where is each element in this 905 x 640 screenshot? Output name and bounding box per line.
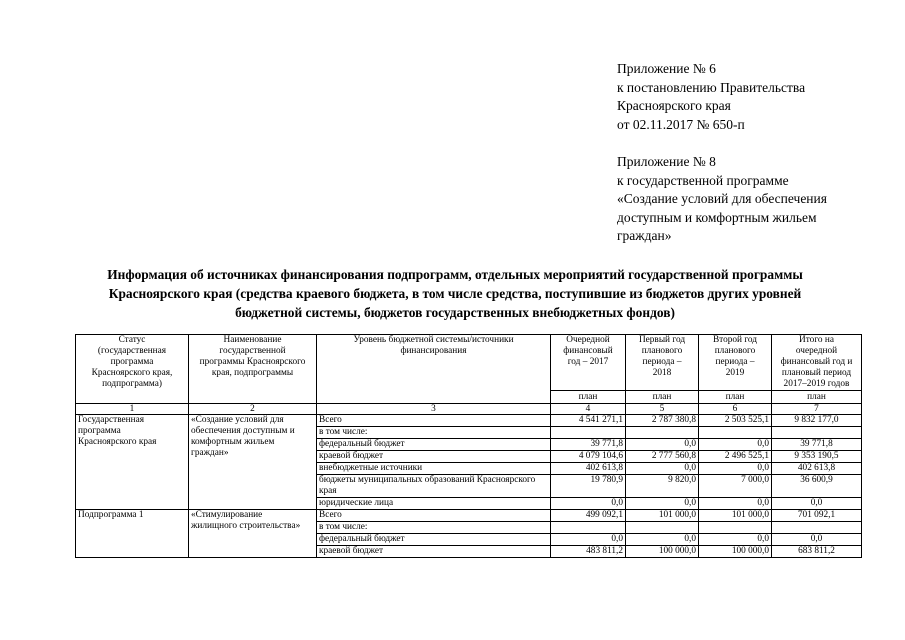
appendix-6-line: от 02.11.2017 № 650-п — [617, 116, 745, 132]
value-2018: 0,0 — [626, 498, 699, 510]
value-total — [772, 522, 862, 534]
table-row — [76, 415, 862, 427]
value-2019: 100 000,0 — [699, 546, 772, 558]
value-2018: 2 787 380,8 — [626, 415, 699, 427]
value-2019: 0,0 — [699, 498, 772, 510]
row-status: Государственная программа Красноярского края — [76, 415, 189, 510]
funding-source: внебюджетные источники — [317, 463, 551, 475]
column-number-row — [76, 404, 862, 415]
column-number: 1 — [76, 404, 189, 415]
funding-source: бюджеты муниципальных образований Красноярского края — [317, 475, 551, 498]
value-2017: 19 780,9 — [551, 475, 626, 498]
value-2017: 4 541 271,1 — [551, 415, 626, 427]
value-total: 9 832 177,0 — [772, 415, 862, 427]
value-total: 402 613,8 — [772, 463, 862, 475]
value-total: 9 353 190,5 — [772, 451, 862, 463]
appendix-6-line: Приложение № 6 — [617, 61, 716, 76]
plan-label: план — [551, 391, 626, 404]
value-2018: 0,0 — [626, 439, 699, 451]
value-2017 — [551, 427, 626, 439]
column-number: 4 — [551, 404, 626, 415]
financing-table — [75, 334, 862, 558]
value-2018: 9 820,0 — [626, 475, 699, 498]
title-line: Информация об источниках финансирования подпрограмм, отдельных мероприятий государственной программы — [107, 267, 803, 282]
header-program-name: Наименование государственной программы Красноярского края, подпрограммы — [189, 335, 317, 404]
funding-source: юридические лица — [317, 498, 551, 510]
column-number: 5 — [626, 404, 699, 415]
appendix-8-line: Приложение № 8 — [617, 154, 716, 169]
appendix-6-line: к постановлению Правительства — [617, 79, 806, 95]
value-2019: 2 503 525,1 — [699, 415, 772, 427]
value-2017: 499 092,1 — [551, 510, 626, 522]
value-total: 36 600,9 — [772, 475, 862, 498]
column-number: 2 — [189, 404, 317, 415]
value-2018: 0,0 — [626, 463, 699, 475]
value-total: 701 092,1 — [772, 510, 862, 522]
funding-source: в том числе: — [317, 522, 551, 534]
header-total: Итого на очередной финансовый год и плановый период 2017–2019 годов — [772, 335, 862, 391]
appendix-8-line: граждан» — [617, 228, 672, 244]
value-2017 — [551, 522, 626, 534]
column-number: 3 — [317, 404, 551, 415]
value-2018 — [626, 522, 699, 534]
value-2019: 101 000,0 — [699, 510, 772, 522]
value-2018: 0,0 — [626, 534, 699, 546]
funding-source: Всего — [317, 415, 551, 427]
value-2017: 0,0 — [551, 498, 626, 510]
value-total: 683 811,2 — [772, 546, 862, 558]
row-status: Подпрограмма 1 — [76, 510, 189, 558]
value-2019: 2 496 525,1 — [699, 451, 772, 463]
appendix-8-line: «Создание условий для обеспечения — [617, 191, 827, 207]
value-total: 0,0 — [772, 498, 862, 510]
value-2019: 0,0 — [699, 463, 772, 475]
value-2018: 101 000,0 — [626, 510, 699, 522]
appendix-8-line: к государственной программе — [617, 172, 789, 188]
plan-label: план — [772, 391, 862, 404]
title-line: Красноярского края (средства краевого бюджета, в том числе средства, поступившие из бюджетов других уровней — [108, 285, 802, 301]
header-2017: Очередной финансовый год – 2017 — [551, 335, 626, 391]
value-2017: 39 771,8 — [551, 439, 626, 451]
value-2019: 0,0 — [699, 534, 772, 546]
funding-source: Всего — [317, 510, 551, 522]
value-total — [772, 427, 862, 439]
header-2019: Второй год планового периода – 2019 — [699, 335, 772, 391]
funding-source: краевой бюджет — [317, 451, 551, 463]
header-funding-level: Уровень бюджетной системы/источники финансирования — [317, 335, 551, 404]
value-total: 0,0 — [772, 534, 862, 546]
plan-label: план — [699, 391, 772, 404]
funding-source: федеральный бюджет — [317, 439, 551, 451]
value-2019 — [699, 522, 772, 534]
value-total: 39 771,8 — [772, 439, 862, 451]
funding-source: федеральный бюджет — [317, 534, 551, 546]
value-2019 — [699, 427, 772, 439]
value-2018: 2 777 560,8 — [626, 451, 699, 463]
funding-source: краевой бюджет — [317, 546, 551, 558]
header-row — [76, 335, 862, 391]
header-2018: Первый год планового периода – 2018 — [626, 335, 699, 391]
row-program-name: «Создание условий для обеспечения доступным и комфортным жильем граждан» — [189, 415, 317, 510]
header-status: Статус (государственная программа Красноярского края, подпрограмма) — [76, 335, 189, 404]
document-title — [60, 266, 850, 322]
appendix-6-line: Красноярского края — [617, 98, 731, 114]
value-2017: 0,0 — [551, 534, 626, 546]
value-2018 — [626, 427, 699, 439]
column-number: 7 — [772, 404, 862, 415]
value-2019: 7 000,0 — [699, 475, 772, 498]
title-line: бюджетной системы, бюджетов государственных внебюджетных фондов) — [235, 304, 675, 320]
plan-label: план — [626, 391, 699, 404]
table-row — [76, 510, 862, 522]
value-2017: 4 079 104,6 — [551, 451, 626, 463]
value-2017: 483 811,2 — [551, 546, 626, 558]
value-2017: 402 613,8 — [551, 463, 626, 475]
value-2019: 0,0 — [699, 439, 772, 451]
funding-source: в том числе: — [317, 427, 551, 439]
row-program-name: «Стимулирование жилищного строительства» — [189, 510, 317, 558]
appendix-6-block — [617, 60, 805, 134]
appendix-8-block — [617, 153, 827, 246]
column-number: 6 — [699, 404, 772, 415]
appendix-8-line: доступным и комфортным жильем — [617, 209, 817, 225]
value-2018: 100 000,0 — [626, 546, 699, 558]
